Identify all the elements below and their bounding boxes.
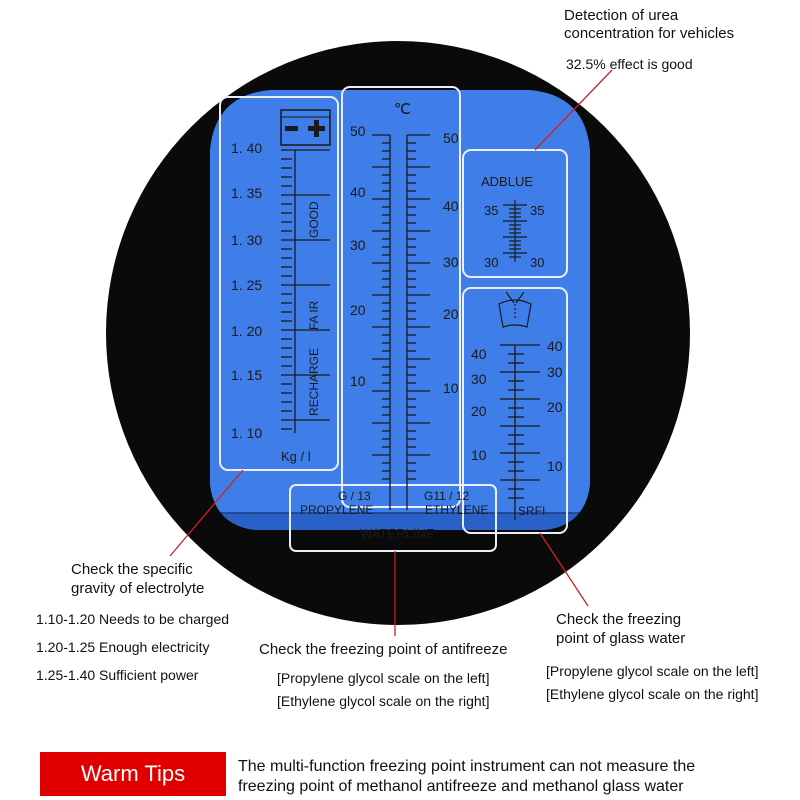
battery-value: 1. 15 (231, 367, 263, 383)
af-right-value: 50 (443, 130, 459, 146)
battery-unit: Kg / l (281, 449, 311, 464)
glass-caption-line2: point of glass water (556, 630, 686, 647)
propylene-code: G / 13 (338, 489, 371, 503)
glass-note: [Propylene glycol scale on the left] (546, 663, 759, 679)
srfi-right-value: 30 (547, 364, 563, 380)
af-left-value: 20 (350, 302, 366, 318)
urea-note: 32.5% effect is good (566, 56, 693, 72)
antifreeze-note: [Ethylene glycol scale on the right] (277, 693, 490, 709)
zone-fair-label: FA IR (307, 300, 321, 330)
battery-value: 1. 25 (231, 277, 263, 293)
gravity-caption-line1: Check the specific (71, 561, 193, 578)
af-right-value: 40 (443, 198, 459, 214)
adblue-value: 35 (530, 203, 545, 218)
af-right-value: 20 (443, 306, 459, 322)
srfi-right-value: 40 (547, 338, 563, 354)
battery-value: 1. 10 (231, 425, 263, 441)
zone-recharge-label: RECHARGE (307, 347, 321, 416)
adblue-title: ADBLUE (481, 174, 534, 189)
gravity-note: 1.20-1.25 Enough electricity (36, 639, 210, 655)
gravity-note: 1.10-1.20 Needs to be charged (36, 611, 230, 627)
adblue-value: 35 (484, 203, 499, 218)
ethylene-label: ETHYLENE (425, 503, 489, 517)
warm-tips-line2: freezing point of methanol antifreeze and methanol glass water (238, 778, 684, 795)
urea-caption-line2: concentration for vehicles (564, 25, 735, 42)
glass-note: [Ethylene glycol scale on the right] (546, 686, 759, 702)
lens-field (210, 90, 590, 530)
srfi-left-value: 10 (471, 447, 487, 463)
propylene-label: PROPYLENE (300, 503, 374, 517)
glass-caption-line1: Check the freezing (556, 611, 682, 628)
antifreeze-note: [Propylene glycol scale on the left] (277, 670, 490, 686)
battery-value: 1. 30 (231, 232, 263, 248)
af-left-value: 30 (350, 237, 366, 253)
gravity-caption-line2: gravity of electrolyte (71, 580, 205, 597)
urea-caption-line1: Detection of urea (564, 7, 679, 24)
antifreeze-caption: Check the freezing point of antifreeze (259, 641, 508, 658)
waterline-label: WATERLINE (360, 526, 435, 541)
srfi-left-value: 30 (471, 371, 487, 387)
adblue-value: 30 (530, 255, 545, 270)
srfi-left-value: 20 (471, 403, 487, 419)
warm-tips-badge: Warm Tips (40, 752, 226, 796)
af-left-value: 50 (350, 123, 366, 139)
af-left-value: 10 (350, 373, 366, 389)
af-right-value: 30 (443, 254, 459, 270)
srfi-label: SRFI (518, 504, 546, 518)
ethylene-code: G11 / 12 (424, 489, 470, 503)
gravity-note: 1.25-1.40 Sufficient power (36, 667, 199, 683)
battery-value: 1. 40 (231, 140, 263, 156)
battery-value: 1. 35 (231, 185, 263, 201)
af-right-value: 10 (443, 380, 459, 396)
srfi-left-value: 40 (471, 346, 487, 362)
af-left-value: 40 (350, 184, 366, 200)
zone-good-label: GOOD (307, 201, 321, 238)
warm-tips-line1: The multi-function freezing point instrument can not measure the (238, 758, 696, 775)
adblue-value: 30 (484, 255, 499, 270)
srfi-right-value: 20 (547, 399, 563, 415)
celsius-unit: ℃ (394, 101, 411, 118)
battery-value: 1. 20 (231, 323, 263, 339)
srfi-right-value: 10 (547, 458, 563, 474)
